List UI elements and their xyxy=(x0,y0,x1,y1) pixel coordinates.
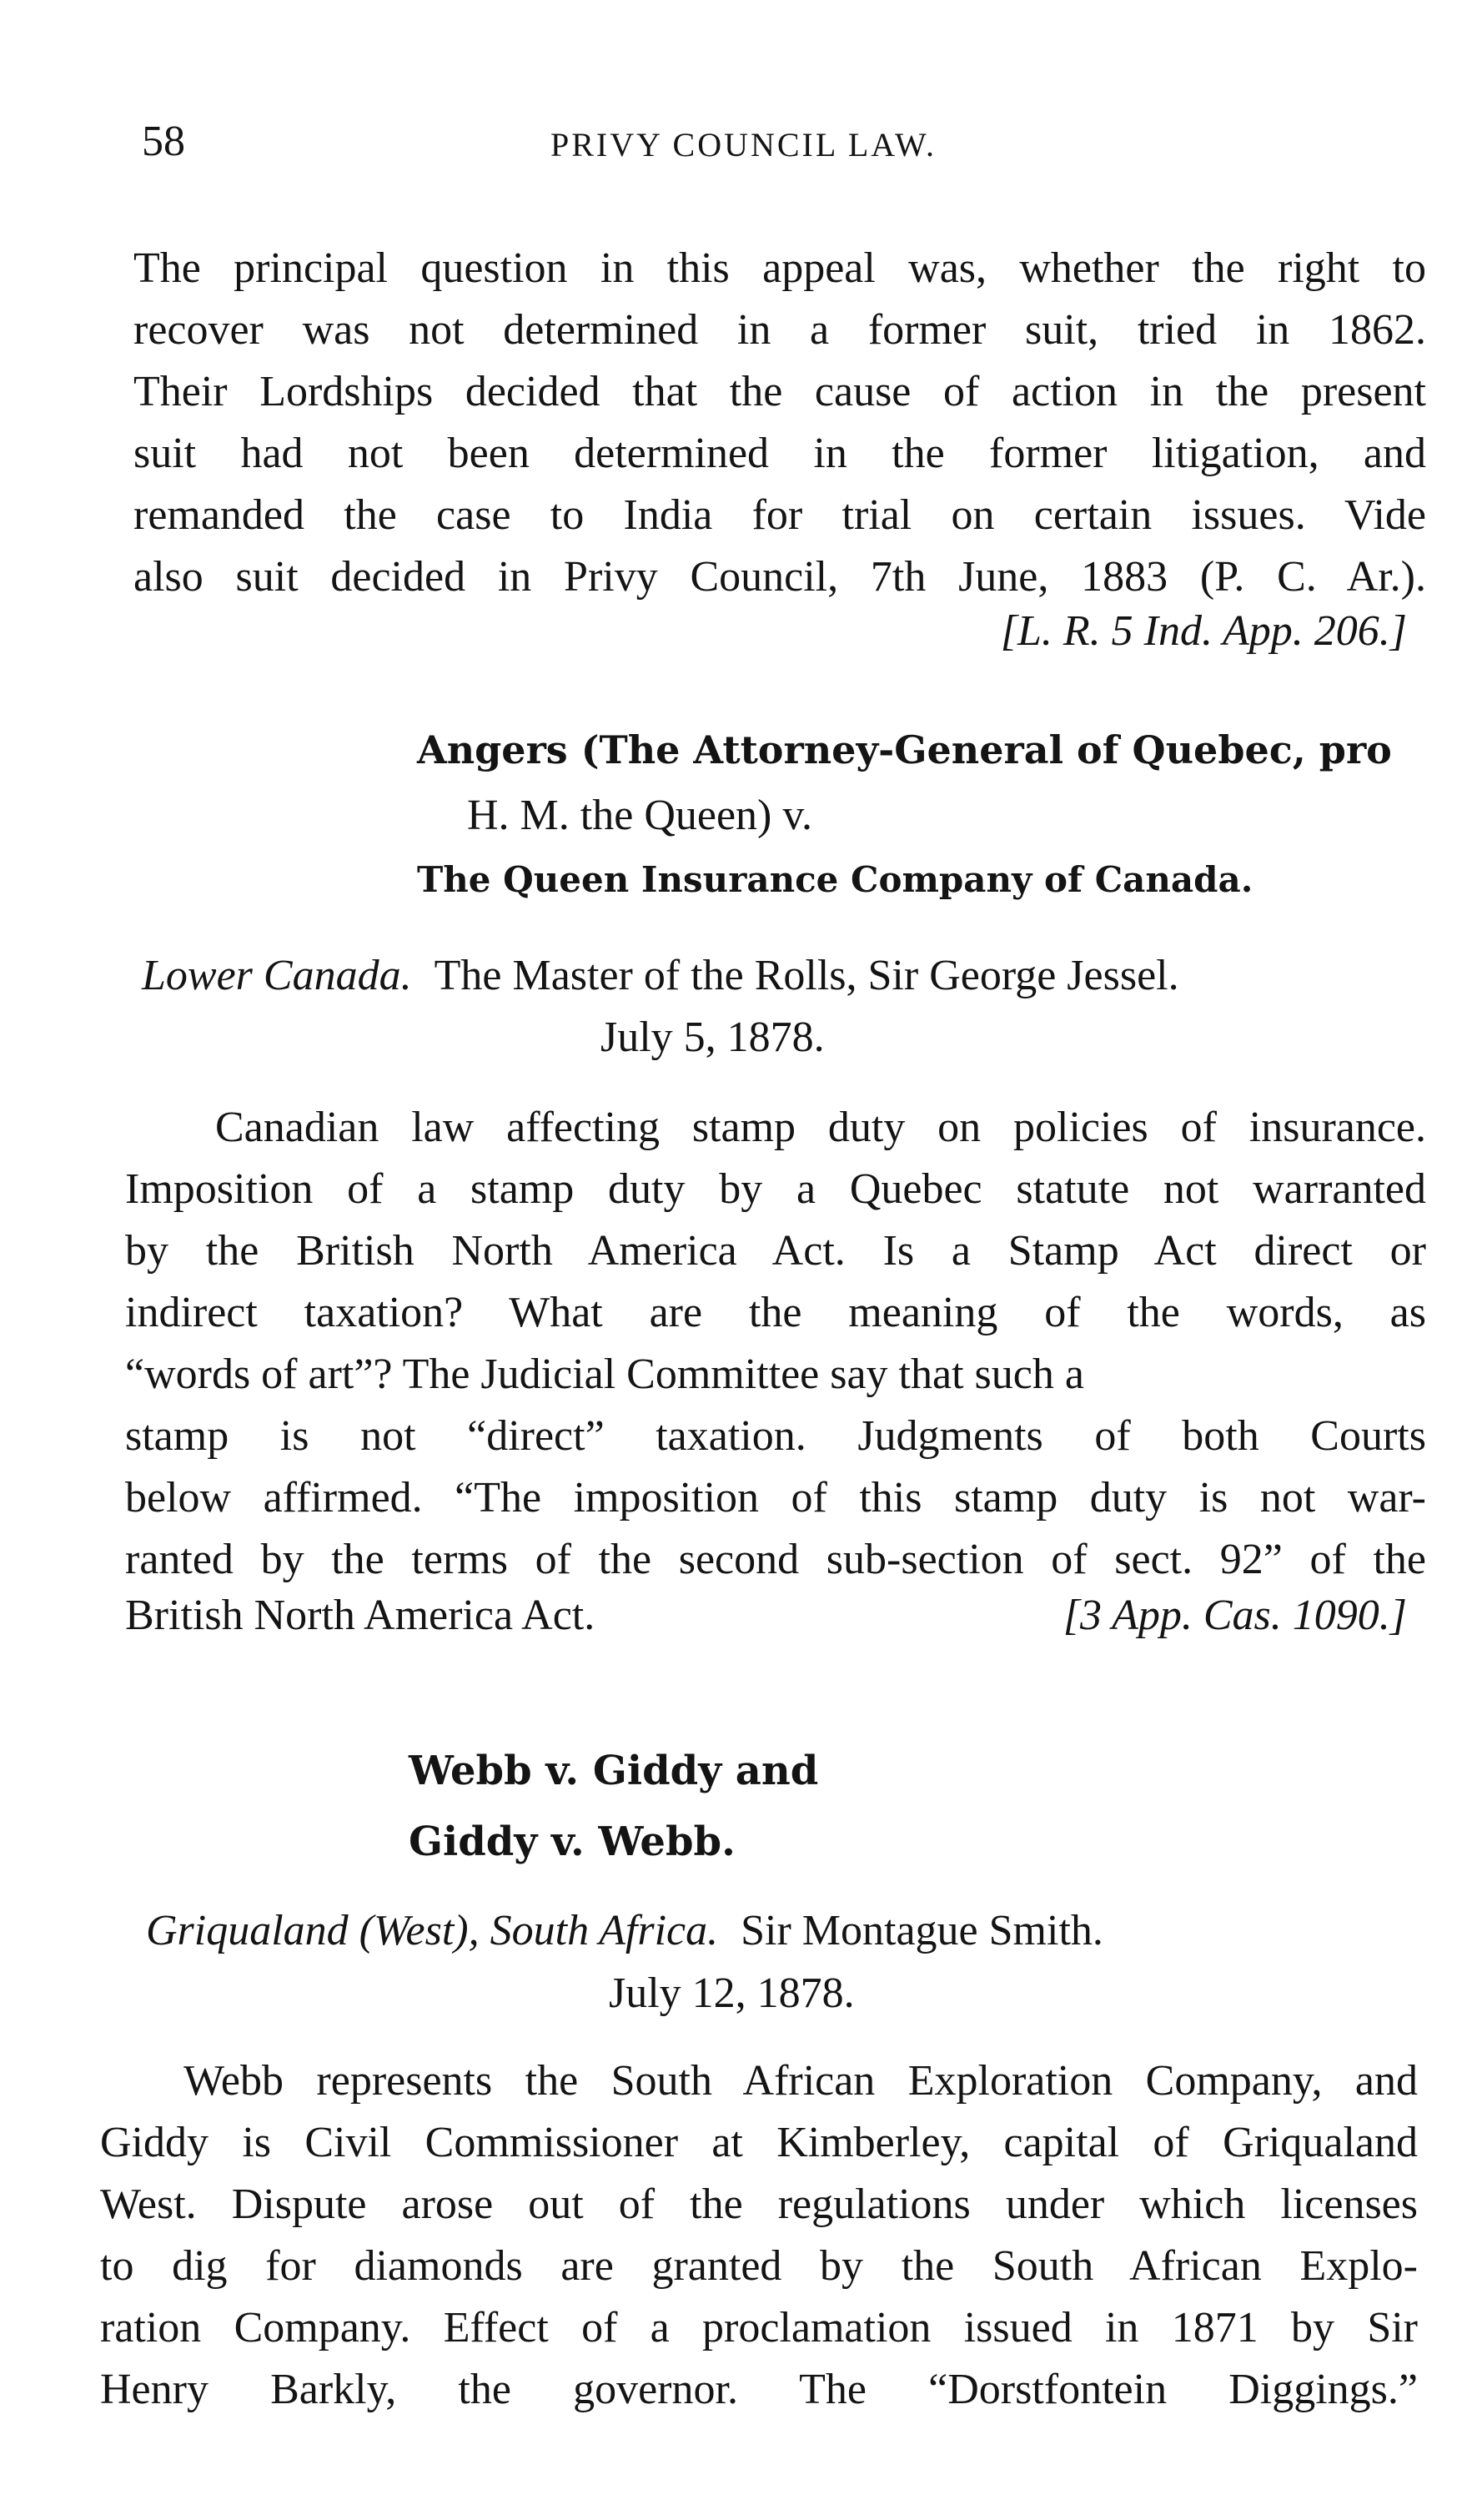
text-line: Giddy is Civil Commissioner at Kimberley, capital of Griqualand xyxy=(100,2119,1418,2166)
text-line: The principal question in this appeal was, whether the right to xyxy=(133,244,1426,292)
case3-title-line1: Webb v. Giddy and xyxy=(409,1748,819,1794)
case3-court-line xyxy=(146,1906,1103,1955)
case1-citation: [L. R. 5 Ind. App. 206.] xyxy=(1000,607,1407,655)
case3-court-judge: Sir Montague Smith. xyxy=(741,1907,1103,1954)
text-line: by the British North America Act. Is a Stamp Act direct or xyxy=(125,1227,1426,1275)
text-line: suit had not been determined in the former litigation, and xyxy=(133,430,1426,477)
case3-court-jurisdiction: Griqualand (West), South Africa. xyxy=(146,1907,719,1954)
text-line: ration Company. Effect of a proclamation issued in 1871 by Sir xyxy=(100,2304,1418,2351)
text-line: recover was not determined in a former suit, tried in 1862. xyxy=(133,306,1426,354)
case2-title-line1: Angers (The Attorney-General of Quebec, pro xyxy=(417,727,1392,772)
case2-court-line xyxy=(142,951,1179,1000)
text-line: ranted by the terms of the second sub-section of sect. 92” of the xyxy=(125,1536,1426,1583)
text-line: Imposition of a stamp duty by a Quebec statute not warranted xyxy=(125,1165,1426,1213)
text-line: Webb represents the South African Exploration Company, and xyxy=(183,2057,1418,2105)
text-line: Their Lordships decided that the cause of action in the present xyxy=(133,368,1426,415)
case2-court-jurisdiction: Lower Canada. xyxy=(142,952,412,999)
text-line: Canadian law affecting stamp duty on policies of insurance. xyxy=(215,1104,1426,1151)
case2-title-line3: The Queen Insurance Company of Canada. xyxy=(417,859,1253,900)
text-line: West. Dispute arose out of the regulations under which licenses xyxy=(100,2180,1418,2228)
case2-citation: [3 App. Cas. 1090.] xyxy=(1063,1592,1407,1639)
case1-paragraph xyxy=(133,238,1426,608)
case2-title-line2: H. M. the Queen) v. xyxy=(467,792,812,839)
case2-last-line: British North America Act. xyxy=(125,1592,595,1639)
case2-date: July 5, 1878. xyxy=(600,1014,825,1061)
text-line: also suit decided in Privy Council, 7th June, 1883 (P. C. Ar.). xyxy=(133,553,1426,601)
text-line: indirect taxation? What are the meaning of the words, as xyxy=(125,1289,1426,1336)
case3-paragraph xyxy=(100,2050,1418,2421)
running-title: PRIVY COUNCIL LAW. xyxy=(550,126,937,163)
text-line: “words of art”? The Judicial Committee say that such a xyxy=(125,1351,1084,1398)
text-line: stamp is not “direct” taxation. Judgments of both Courts xyxy=(125,1412,1426,1460)
case2-court-judge: The Master of the Rolls, Sir George Jessel. xyxy=(434,952,1179,999)
case2-paragraph xyxy=(125,1097,1426,1591)
text-line: to dig for diamonds are granted by the South African Explo- xyxy=(100,2242,1418,2290)
text-line: below affirmed. “The imposition of this stamp duty is not war- xyxy=(125,1474,1426,1522)
text-line: Henry Barkly, the governor. The “Dorstfontein Diggings.” xyxy=(100,2366,1418,2413)
case3-date: July 12, 1878. xyxy=(609,1969,855,2017)
case3-title-line2: Giddy v. Webb. xyxy=(409,1818,736,1865)
text-line: remanded the case to India for trial on certain issues. Vide xyxy=(133,491,1426,539)
page-number: 58 xyxy=(142,118,185,165)
